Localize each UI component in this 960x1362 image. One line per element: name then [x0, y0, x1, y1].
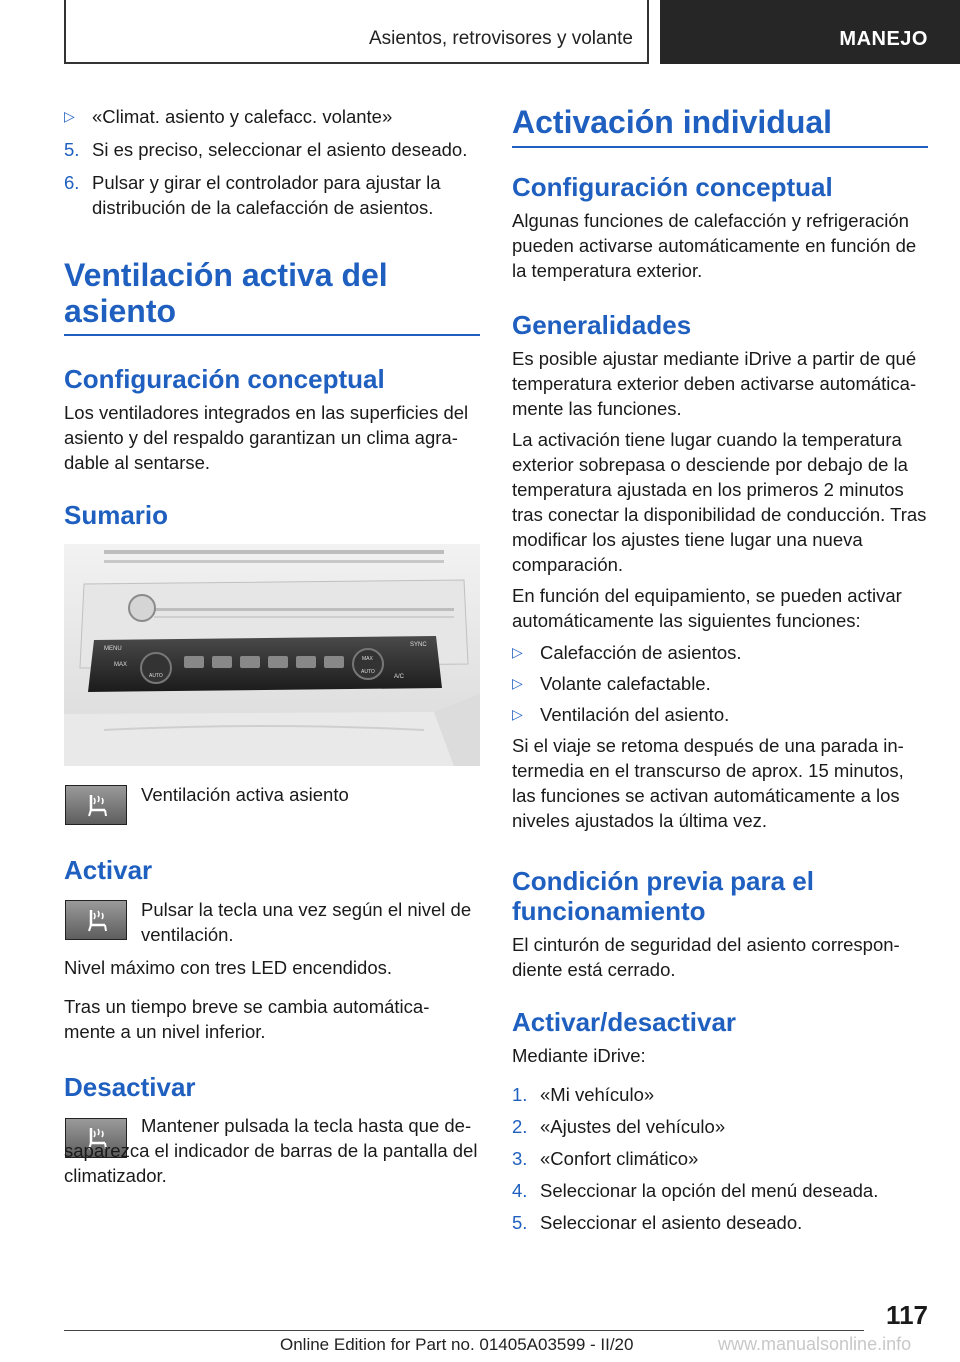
- list-item-text: Ventilación del asiento.: [540, 704, 730, 725]
- step-text: «Ajustes del vehículo»: [540, 1116, 726, 1137]
- triangle-bullet-icon: ▷: [512, 644, 523, 660]
- page-number: 117: [886, 1300, 928, 1330]
- triangle-bullet-icon: ▷: [64, 108, 75, 124]
- list-item: [512, 1146, 928, 1171]
- left-heading-block: [64, 257, 480, 329]
- watermark: www.manualsonline.info: [718, 1334, 912, 1354]
- paragraph: Si el viaje se retoma después de una parada in-termedia en el transcurso de aprox. 15 minutos, las funciones se activan automáticamente a los niveles ajustados la última vez.: [512, 735, 904, 831]
- panel-button-label: SYNC: [410, 642, 427, 648]
- list-item: [512, 1210, 928, 1235]
- section-heading: Activación individual: [512, 104, 833, 140]
- list-item: [512, 702, 928, 727]
- desactivar-text-block: [64, 1113, 480, 1188]
- list-item: [512, 671, 928, 696]
- sumario-block: [64, 500, 480, 530]
- list-item-text: «Climat. asiento y calefacc. volante»: [92, 106, 393, 127]
- panel-button-label: MAX: [362, 656, 373, 662]
- heading-rule: [512, 146, 928, 148]
- edition-text: Online Edition for Part no. 01405A03599 - II/20: [280, 1335, 634, 1354]
- nivel-block: [64, 955, 480, 1044]
- list-item: [512, 1114, 928, 1139]
- right-heading-block: [512, 104, 928, 140]
- step-text: Pulsar y girar el controlador para ajustar la distribución de la calefacción de asientos.: [92, 172, 441, 218]
- triangle-bullet-icon: ▷: [512, 706, 523, 722]
- triangle-bullet-icon: ▷: [512, 675, 523, 691]
- generalidades-block: [512, 310, 928, 833]
- step-number: 1.: [512, 1084, 528, 1105]
- activar-text-block: [141, 897, 481, 947]
- subheading: Configuración conceptual: [512, 172, 833, 202]
- subheading: Condición previa para el funcionamiento: [512, 866, 814, 926]
- paragraph: Los ventiladores integrados en las superficies del asiento y del respaldo garantizan un clima agra-dable al sentarse.: [64, 402, 469, 473]
- step-text: Seleccionar la opción del menú deseada.: [540, 1180, 879, 1201]
- panel-button-label: MENU: [104, 646, 122, 652]
- subheading: Sumario: [64, 500, 169, 530]
- list-item: [64, 104, 480, 129]
- desactivar-block: [64, 1072, 480, 1102]
- concept-block: [64, 364, 480, 475]
- paragraph: En función del equipamiento, se pueden activar automáticamente las siguientes funciones:: [512, 585, 902, 631]
- icon-caption-block: [141, 782, 481, 807]
- step-number: 4.: [512, 1180, 528, 1201]
- subheading: Activar/desactivar: [512, 1007, 737, 1037]
- list-item: [64, 170, 480, 220]
- paragraph: La activación tiene lugar cuando la temperatura exterior sobrepasa o desciende por debajo de la temperatura ajustada en los primeros 2 minutos tras conectar la disponibilidad de conducción. Tras modificar los ajustes tiene lugar una nueva comparación.: [512, 429, 927, 575]
- paragraph: Tras un tiempo breve se cambia automática-mente a un nivel inferior.: [64, 996, 430, 1042]
- step-number: 2.: [512, 1116, 528, 1137]
- paragraph: Mediante iDrive:: [512, 1045, 646, 1066]
- subheading: Generalidades: [512, 310, 692, 340]
- step-number: 5.: [64, 139, 80, 160]
- condicion-block: [512, 866, 928, 982]
- activar-desactivar-block: [512, 1007, 928, 1235]
- list-item: [512, 1178, 928, 1203]
- panel-button-label: A/C: [394, 674, 405, 680]
- step-text: «Confort climático»: [540, 1148, 699, 1169]
- panel-button-label: AUTO: [361, 669, 375, 675]
- section-heading: Ventilación activa del asiento: [64, 257, 388, 329]
- right-concept-block: [512, 172, 928, 283]
- step-number: 6.: [64, 172, 80, 193]
- paragraph: Mantener pulsada la tecla hasta que de-saparezca el indicador de barras de la pantalla del climatizador.: [64, 1115, 478, 1186]
- panel-button-label: MAX: [114, 662, 128, 668]
- seat-ventilation-icon: [65, 785, 127, 825]
- panel-button-label: AUTO: [149, 673, 163, 679]
- list-item-text: Calefacción de asientos.: [540, 642, 742, 663]
- left-column: [64, 104, 480, 220]
- footer-rule: [64, 1330, 864, 1331]
- paragraph: Pulsar la tecla una vez según el nivel de ventilación.: [141, 899, 472, 945]
- list-item: [512, 640, 928, 665]
- header-section-box: [660, 0, 960, 64]
- step-text: «Mi vehículo»: [540, 1084, 655, 1105]
- seat-ventilation-icon: [65, 900, 127, 940]
- subheading: Desactivar: [64, 1072, 196, 1102]
- list-item: [64, 137, 480, 162]
- section-title: MANEJO: [839, 28, 928, 50]
- chapter-title: Asientos, retrovisores y volante: [368, 28, 633, 49]
- icon-caption: Ventilación activa asiento: [141, 784, 349, 805]
- step-text: Si es preciso, seleccionar el asiento deseado.: [92, 139, 468, 160]
- list-item: [512, 1082, 928, 1107]
- heading-rule: [64, 334, 480, 336]
- paragraph: Nivel máximo con tres LED encendidos.: [64, 957, 393, 978]
- subheading: Activar: [64, 855, 153, 885]
- list-item-text: Volante calefactable.: [540, 673, 711, 694]
- paragraph: Es posible ajustar mediante iDrive a partir de qué temperatura exterior deben activarse automática-mente las funciones.: [512, 348, 917, 419]
- paragraph: El cinturón de seguridad del asiento correspon-diente está cerrado.: [512, 934, 900, 980]
- step-number: 5.: [512, 1212, 528, 1233]
- header-chapter-box: [64, 0, 649, 64]
- activar-block: [64, 855, 480, 885]
- step-number: 3.: [512, 1148, 528, 1169]
- step-text: Seleccionar el asiento deseado.: [540, 1212, 803, 1233]
- climate-panel-image: [64, 544, 480, 766]
- paragraph: Algunas funciones de calefacción y refrigeración pueden activarse automáticamente en función de la temperatura exterior.: [512, 210, 917, 281]
- subheading: Configuración conceptual: [64, 364, 385, 394]
